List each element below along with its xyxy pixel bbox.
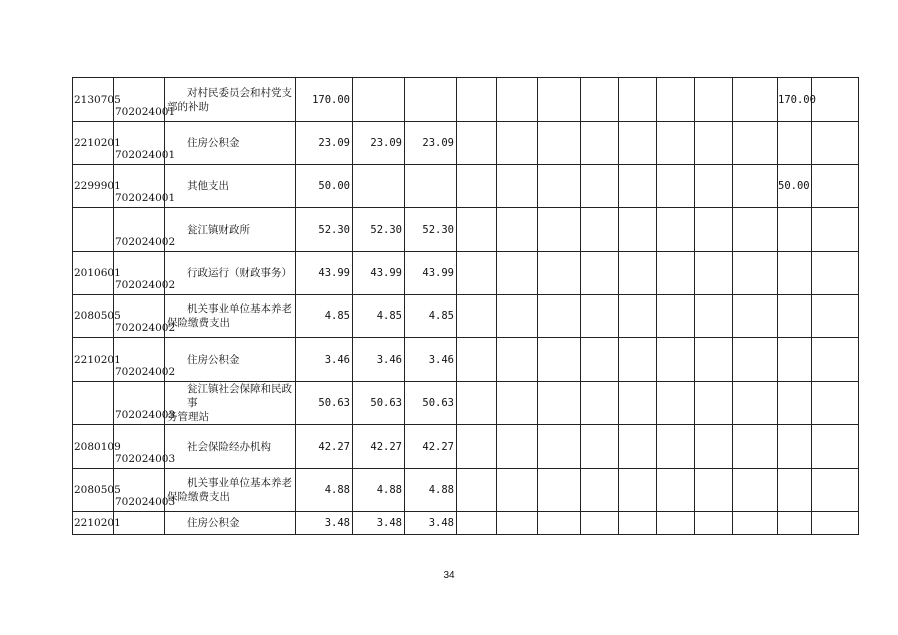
unit-code-cell: 702024001: [114, 122, 165, 165]
subject-code-cell: 2210201: [73, 512, 114, 535]
amount-cell-c3: 3.46: [405, 338, 457, 382]
empty-cell: [695, 382, 733, 425]
empty-cell: [695, 165, 733, 208]
empty-cell: [457, 338, 497, 382]
table-row: [73, 338, 859, 382]
subject-code-cell: 2080505: [73, 295, 114, 338]
item-name-cell: [165, 252, 296, 295]
empty-cell: [497, 78, 538, 122]
empty-cell: [812, 165, 859, 208]
subject-code-cell: 2080505: [73, 469, 114, 512]
empty-cell: [457, 382, 497, 425]
empty-cell: [497, 469, 538, 512]
empty-cell: [695, 512, 733, 535]
empty-cell: [457, 469, 497, 512]
empty-cell: [812, 78, 859, 122]
amount-cell-c1: 4.88: [296, 469, 353, 512]
item-name-line1: 其他支出: [187, 180, 229, 192]
amount-cell-c3: [405, 165, 457, 208]
empty-cell: [733, 208, 778, 252]
empty-cell: [457, 512, 497, 535]
empty-cell: [619, 382, 657, 425]
empty-cell: [538, 78, 581, 122]
amount-cell-c2: 52.30: [353, 208, 405, 252]
empty-cell: [695, 78, 733, 122]
empty-cell: [619, 295, 657, 338]
unit-code-cell: 702024003: [114, 382, 165, 425]
empty-cell: [457, 165, 497, 208]
empty-cell: [457, 122, 497, 165]
empty-cell: [695, 252, 733, 295]
item-name-line1: 机关事业单位基本养老: [187, 303, 292, 315]
empty-cell: [695, 122, 733, 165]
unit-code-cell: 702024002: [114, 338, 165, 382]
empty-cell: [657, 469, 695, 512]
item-name-line1: 住房公积金: [187, 137, 240, 149]
empty-cell: [581, 469, 619, 512]
empty-cell: [497, 338, 538, 382]
empty-cell: [733, 382, 778, 425]
amount-cell-c3: 23.09: [405, 122, 457, 165]
amount-cell-c12: [778, 122, 812, 165]
amount-cell-c2: 4.85: [353, 295, 405, 338]
empty-cell: [497, 512, 538, 535]
empty-cell: [497, 382, 538, 425]
amount-cell-c1: 3.46: [296, 338, 353, 382]
empty-cell: [812, 425, 859, 469]
empty-cell: [581, 512, 619, 535]
subject-code-cell: 2010601: [73, 252, 114, 295]
amount-cell-c1: 43.99: [296, 252, 353, 295]
item-name-line2: 务管理站: [167, 411, 209, 423]
amount-cell-c1: 50.00: [296, 165, 353, 208]
item-name-line1: 机关事业单位基本养老: [187, 477, 292, 489]
subject-code-cell: 2130705: [73, 78, 114, 122]
empty-cell: [581, 295, 619, 338]
amount-cell-c2: [353, 165, 405, 208]
empty-cell: [619, 165, 657, 208]
amount-cell-c3: 3.48: [405, 512, 457, 535]
amount-cell-c12: [778, 425, 812, 469]
item-name-line2: 保险缴费支出: [167, 491, 230, 503]
empty-cell: [581, 165, 619, 208]
empty-cell: [695, 425, 733, 469]
empty-cell: [657, 338, 695, 382]
empty-cell: [733, 338, 778, 382]
amount-cell-c1: 52.30: [296, 208, 353, 252]
empty-cell: [619, 338, 657, 382]
empty-cell: [619, 425, 657, 469]
empty-cell: [581, 78, 619, 122]
item-name-cell: [165, 382, 296, 425]
item-name-line2: 保险缴费支出: [167, 317, 230, 329]
page-number: 34: [443, 570, 455, 581]
amount-cell-c3: 52.30: [405, 208, 457, 252]
table-row: [73, 382, 859, 425]
empty-cell: [538, 338, 581, 382]
empty-cell: [457, 425, 497, 469]
empty-cell: [497, 165, 538, 208]
unit-code-cell: 702024002: [114, 252, 165, 295]
amount-cell-c3: 42.27: [405, 425, 457, 469]
item-name-cell: [165, 78, 296, 122]
empty-cell: [733, 425, 778, 469]
subject-code-cell: 2299901: [73, 165, 114, 208]
empty-cell: [538, 469, 581, 512]
amount-cell-c3: [405, 78, 457, 122]
empty-cell: [497, 252, 538, 295]
empty-cell: [812, 469, 859, 512]
amount-cell-c12: [778, 338, 812, 382]
empty-cell: [812, 295, 859, 338]
item-name-cell: [165, 338, 296, 382]
empty-cell: [619, 208, 657, 252]
unit-code-cell: [114, 512, 165, 535]
empty-cell: [538, 512, 581, 535]
item-name-cell: [165, 122, 296, 165]
amount-cell-c12: 50.00: [778, 165, 812, 208]
amount-cell-c2: 4.88: [353, 469, 405, 512]
empty-cell: [538, 208, 581, 252]
empty-cell: [457, 208, 497, 252]
unit-code-cell: 702024002: [114, 295, 165, 338]
empty-cell: [619, 512, 657, 535]
amount-cell-c12: [778, 208, 812, 252]
empty-cell: [581, 338, 619, 382]
amount-cell-c1: 42.27: [296, 425, 353, 469]
item-name-line1: 住房公积金: [187, 517, 240, 529]
empty-cell: [657, 512, 695, 535]
empty-cell: [812, 252, 859, 295]
empty-cell: [457, 295, 497, 338]
table-row: [73, 469, 859, 512]
empty-cell: [619, 252, 657, 295]
subject-code-cell: [73, 208, 114, 252]
amount-cell-c1: 170.00: [296, 78, 353, 122]
empty-cell: [619, 469, 657, 512]
empty-cell: [538, 425, 581, 469]
amount-cell-c12: [778, 295, 812, 338]
amount-cell-c3: 43.99: [405, 252, 457, 295]
empty-cell: [657, 252, 695, 295]
empty-cell: [457, 252, 497, 295]
unit-code-cell: 702024001: [114, 78, 165, 122]
amount-cell-c2: 42.27: [353, 425, 405, 469]
empty-cell: [657, 122, 695, 165]
empty-cell: [581, 208, 619, 252]
empty-cell: [497, 122, 538, 165]
empty-cell: [695, 295, 733, 338]
item-name-cell: [165, 512, 296, 535]
empty-cell: [733, 78, 778, 122]
table-row: [73, 252, 859, 295]
empty-cell: [538, 165, 581, 208]
empty-cell: [733, 512, 778, 535]
empty-cell: [581, 252, 619, 295]
amount-cell-c2: 3.46: [353, 338, 405, 382]
empty-cell: [733, 295, 778, 338]
item-name-line1: 对村民委员会和村党支: [187, 86, 292, 99]
empty-cell: [497, 208, 538, 252]
amount-cell-c1: 4.85: [296, 295, 353, 338]
amount-cell-c12: [778, 469, 812, 512]
amount-cell-c2: 43.99: [353, 252, 405, 295]
empty-cell: [733, 469, 778, 512]
empty-cell: [695, 208, 733, 252]
amount-cell-c1: 3.48: [296, 512, 353, 535]
amount-cell-c2: 23.09: [353, 122, 405, 165]
subject-code-cell: 2080109: [73, 425, 114, 469]
unit-code-cell: 702024003: [114, 469, 165, 512]
item-name-line1: 住房公积金: [187, 353, 240, 366]
empty-cell: [733, 122, 778, 165]
empty-cell: [538, 295, 581, 338]
empty-cell: [695, 469, 733, 512]
item-name-line1: 社会保险经办机构: [187, 440, 271, 453]
table-row: [73, 295, 859, 338]
empty-cell: [538, 382, 581, 425]
budget-table: [72, 77, 859, 535]
item-name-cell: [165, 425, 296, 469]
empty-cell: [538, 252, 581, 295]
amount-cell-c1: 50.63: [296, 382, 353, 425]
empty-cell: [497, 425, 538, 469]
empty-cell: [581, 122, 619, 165]
item-name-cell: [165, 165, 296, 208]
empty-cell: [538, 122, 581, 165]
amount-cell-c2: [353, 78, 405, 122]
item-name-line2: 部的补助: [167, 100, 209, 113]
empty-cell: [657, 425, 695, 469]
subject-code-cell: [73, 382, 114, 425]
item-name-line1: 瓮江镇财政所: [187, 223, 250, 236]
empty-cell: [812, 338, 859, 382]
empty-cell: [657, 295, 695, 338]
item-name-line1: 行政运行（财政事务）: [187, 267, 292, 279]
unit-code-cell: 702024001: [114, 165, 165, 208]
table-row: [73, 512, 859, 535]
empty-cell: [581, 382, 619, 425]
empty-cell: [497, 295, 538, 338]
empty-cell: [457, 78, 497, 122]
amount-cell-c12: [778, 382, 812, 425]
empty-cell: [657, 165, 695, 208]
amount-cell-c3: 50.63: [405, 382, 457, 425]
empty-cell: [619, 78, 657, 122]
table-row: [73, 122, 859, 165]
subject-code-cell: 2210201: [73, 338, 114, 382]
amount-cell-c12: 170.00: [778, 78, 812, 122]
table-row: [73, 165, 859, 208]
table-row: [73, 425, 859, 469]
subject-code-cell: 2210201: [73, 122, 114, 165]
item-name-cell: [165, 208, 296, 252]
empty-cell: [812, 122, 859, 165]
amount-cell-c2: 3.48: [353, 512, 405, 535]
amount-cell-c2: 50.63: [353, 382, 405, 425]
empty-cell: [733, 165, 778, 208]
item-name-line1: 瓮江镇社会保障和民政事: [187, 383, 292, 409]
amount-cell-c12: [778, 512, 812, 535]
empty-cell: [812, 512, 859, 535]
amount-cell-c12: [778, 252, 812, 295]
table-row: [73, 78, 859, 122]
empty-cell: [695, 338, 733, 382]
empty-cell: [657, 382, 695, 425]
empty-cell: [581, 425, 619, 469]
empty-cell: [812, 382, 859, 425]
empty-cell: [619, 122, 657, 165]
empty-cell: [657, 78, 695, 122]
item-name-cell: [165, 469, 296, 512]
table-row: [73, 208, 859, 252]
amount-cell-c3: 4.88: [405, 469, 457, 512]
empty-cell: [812, 208, 859, 252]
empty-cell: [657, 208, 695, 252]
unit-code-cell: 702024002: [114, 208, 165, 252]
unit-code-cell: 702024003: [114, 425, 165, 469]
empty-cell: [733, 252, 778, 295]
amount-cell-c3: 4.85: [405, 295, 457, 338]
item-name-cell: [165, 295, 296, 338]
amount-cell-c1: 23.09: [296, 122, 353, 165]
